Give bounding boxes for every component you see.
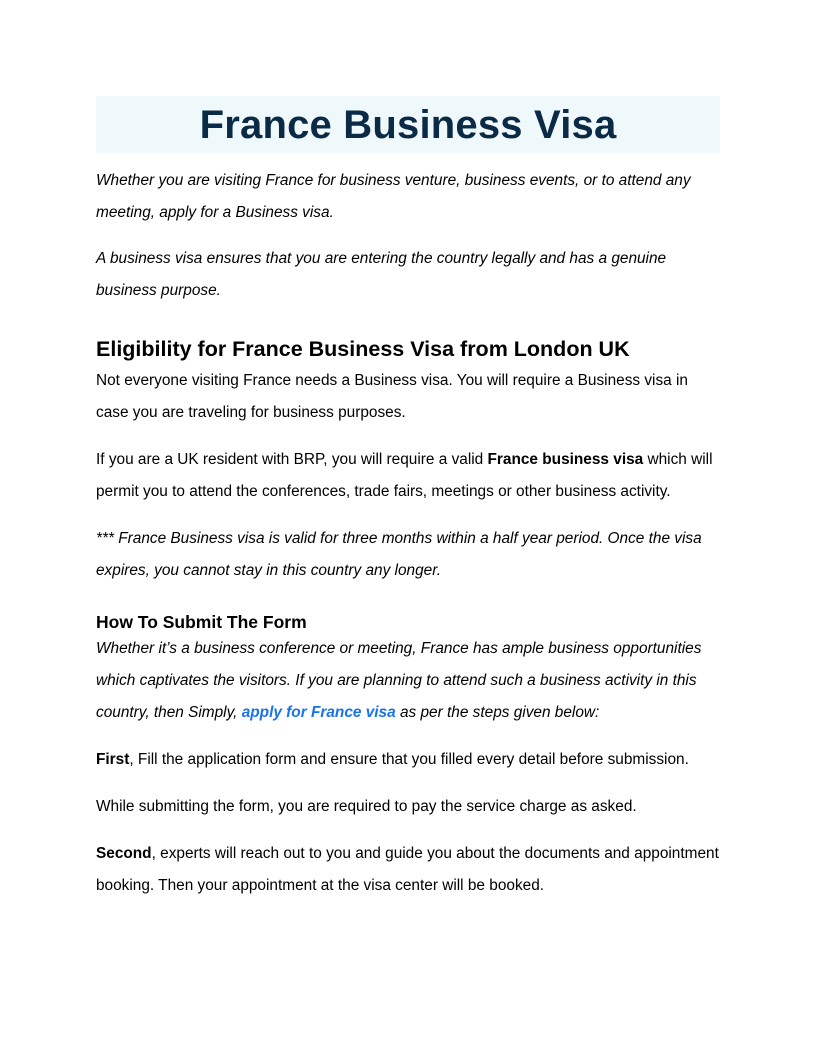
apply-for-france-visa-link[interactable]: apply for France visa [241, 704, 396, 721]
step-first-text: , Fill the application form and ensure that you filled every detail before submission. [129, 751, 689, 768]
step-first-note: While submitting the form, you are required to pay the service charge as asked. [96, 798, 637, 815]
title-banner [96, 96, 720, 153]
intro-paragraph-2: A business visa ensures that you are entering the country legally and has a genuine business purpose. [96, 250, 667, 299]
eligibility-p2-text-before: If you are a UK resident with BRP, you will require a valid [96, 451, 488, 468]
page-title: France Business Visa [199, 102, 617, 147]
eligibility-p2-text-after: which will permit you to attend the conferences, trade fairs, meetings or other business activity. [96, 451, 713, 500]
intro-paragraph-1: Whether you are visiting France for business venture, business events, or to attend any meeting, apply for a Business visa. [96, 172, 691, 221]
step-first [96, 744, 720, 776]
step-second-text: , experts will reach out to you and guide you about the documents and appointment booking. Then your appointment at the visa center will be booked. [96, 845, 719, 894]
step-second [96, 838, 720, 902]
submit-heading: How To Submit The Form [96, 612, 307, 632]
step-second-label: Second [96, 845, 152, 862]
submit-p1-text-before: Whether it’s a business conference or meeting, France has ample business opportunities which captivates the visitors. If you are planning to attend such a business activity in this country, then Simply, [96, 640, 702, 721]
step-first-label: First [96, 751, 130, 768]
eligibility-heading: Eligibility for France Business Visa from London UK [96, 337, 630, 361]
eligibility-p2-bold: France business visa [487, 451, 644, 468]
document-page [96, 96, 720, 902]
validity-note: *** France Business visa is valid for three months within a half year period. Once the visa expires, you cannot stay in this country any longer. [96, 530, 702, 579]
eligibility-paragraph-1: Not everyone visiting France needs a Business visa. You will require a Business visa in case you are traveling for business purposes. [96, 372, 688, 421]
submit-p1-text-after: as per the steps given below: [395, 704, 600, 721]
submit-paragraph-1 [96, 633, 720, 729]
eligibility-paragraph-2 [96, 444, 720, 508]
